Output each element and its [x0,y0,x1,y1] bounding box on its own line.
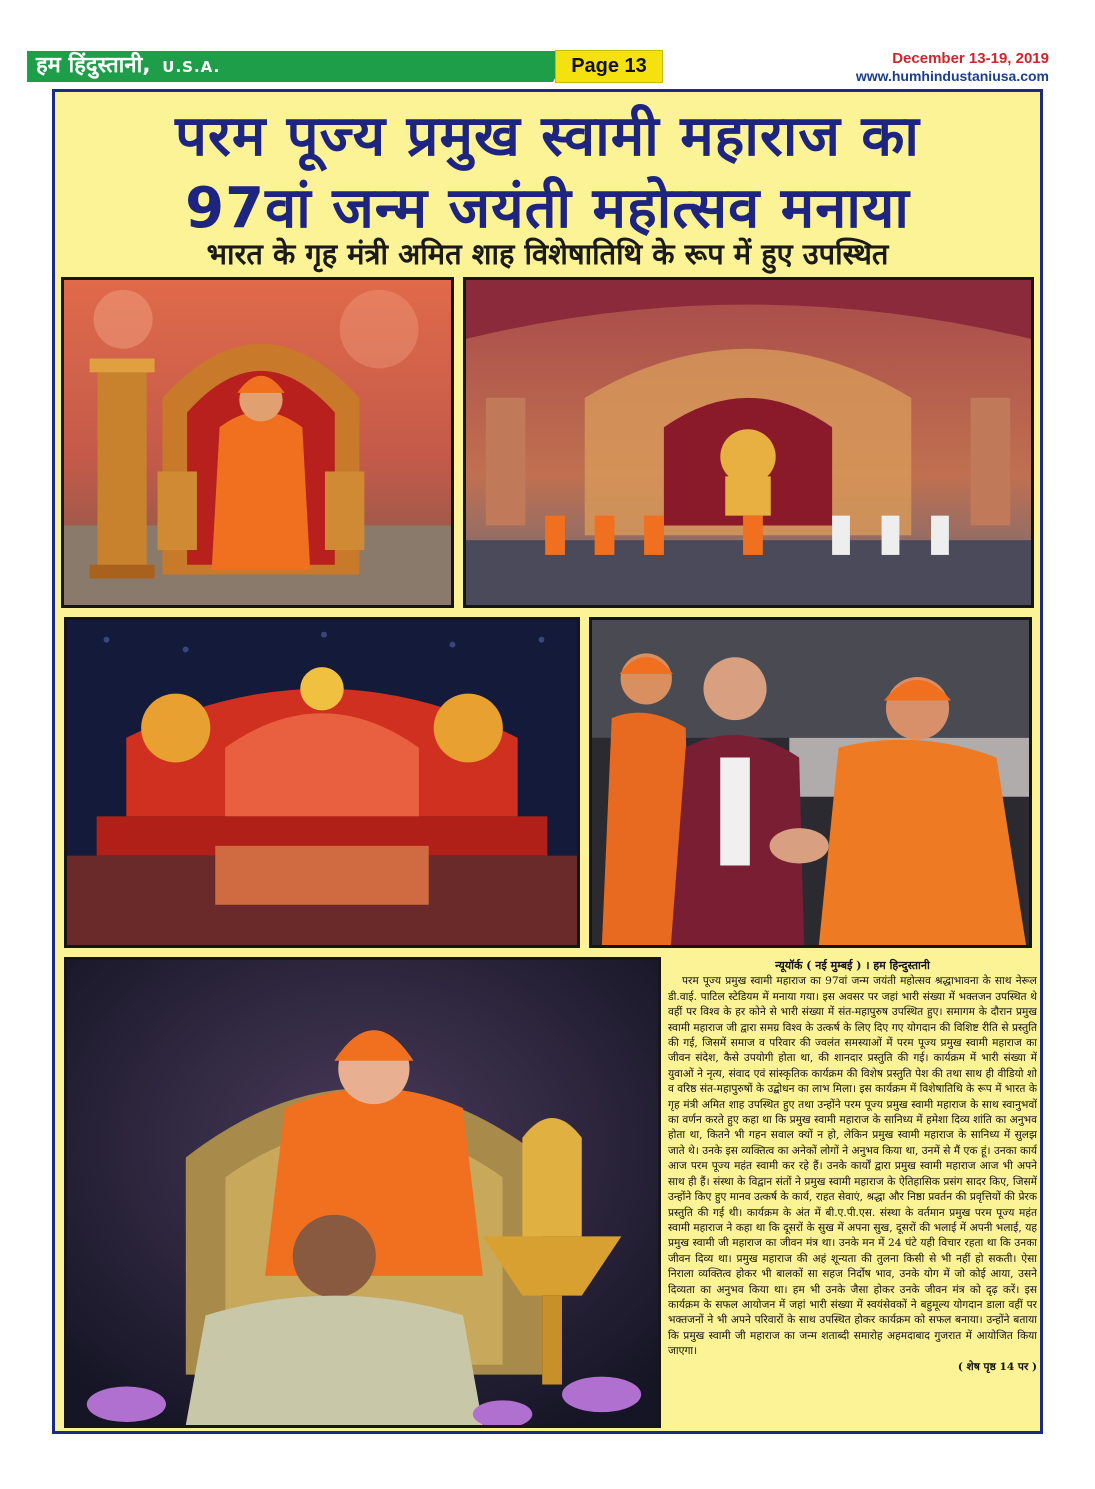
masthead-title: हम हिंदुस्तानी, [36,53,151,78]
website-link[interactable]: www.humhindustaniusa.com [855,68,1049,84]
page-number: Page 13 [555,50,663,83]
article-body [668,974,1037,1375]
masthead-edition: U.S.A. [162,58,221,76]
headline-line-1: परम पूज्य प्रमुख स्वामी महाराज का [175,104,920,169]
news-article [668,958,1037,1428]
masthead [36,52,220,81]
photo-swami-on-throne [61,277,454,608]
photo-swami-folded-hands [64,957,661,1428]
article-dateline: न्यूयॉर्क ( नई मुम्बई ) । हम हिन्दुस्तानी [775,959,930,972]
photo-stadium-performance [64,617,580,948]
photo-stage-saints-dignitaries [463,277,1034,608]
headline-line-2: 97वां जन्म जयंती महोत्सव मनाया [185,176,910,241]
article-body-text: परम पूज्य प्रमुख स्वामी महाराज का 97वां जन्म जयंती महोत्सव श्रद्धाभावना के साथ नेरूल डी.वाई. पाटिल स्टेडियम में मनाया गया। इस अवसर पर जहां भारी संख्या में भक्तजन उपस्थित थे वहीं पर विश्व के हर कोने से भारी संख्या में संत-महापुरुष उपस्थित हुए। समागम के दौरान प्रमुख स्वामी महाराज जी द्वारा समग्र विश्व के उत्कर्ष के लिए दिए गए योगदान की विशिष्ट रीति से प्रस्तुति की गई, जिसमें समाज व परिवार की ज्वलंत समस्याओं में परम पूज्य प्रमुख स्वामी महाराज का जीवन संदेश, कैसे उपयोगी होता था, की शानदार प्रस्तुति की गई। कार्यक्रम में भारी संख्या में युवाओं ने नृत्य, संवाद एवं सांस्कृतिक कार्यक्रम की विशेष प्रस्तुति पेश की तथा साथ ही वीडियो शो व वरिष्ठ संत-महापुरुषों के उद्बोधन का लाभ मिला। इस कार्यक्रम में विशेषातिथि के रूप में भारत के गृह मंत्री अमित शाह उपस्थित हुए तथा उन्होंने परम पूज्य प्रमुख स्वामी महाराज के साथ स्वानुभवों का वर्णन करते हुए कहा था कि प्रमुख स्वामी महाराज के सानिध्य में हमेशा दिव्य शांति का अनुभव होता था, कितने भी गहन सवाल क्यों न हो, लेकिन प्रमुख स्वामी महाराज के सानिध्य में सुलझ जाते थे। उनके इस व्यक्तित्व का अनेकों लोगों ने अनुभव किया था, उनमें से मैं एक हूं। उनका कार्य आज परम पूज्य महंत स्वामी कर रहे हैं। उनके कार्यों द्वारा प्रमुख स्वामी महाराज आज भी अपने साथ ही हैं। संस्था के विद्वान संतों ने प्रमुख स्वामी महाराज के ऐतिहासिक प्रसंग सादर किए, जिसमें उन्होंने किए हुए मानव उत्कर्ष के कार्य, राहत सेवाएं, श्रद्धा और निष्ठा प्रवर्तन की प्रवृत्तियों की प्रेरक प्रस्तुति की गई थी। कार्यक्रम के अंत में बी.ए.पी.एस. संस्था के वर्तमान प्रमुख परम पूज्य महंत स्वामी महाराज ने कहा था कि दूसरों के सुख में अपना सुख, दूसरों की भलाई में अपनी भलाई, यह प्रमुख स्वामी जी महाराज का जीवन मंत्र था। उनके मन में 24 घंटे यही विचार रहता था कि उनका जीवन दिव्य था। प्रमुख महाराज की अहं शून्यता की तुलना किसी से भी नहीं हो सकती। ऐसा निराला व्यक्तित्व होकर भी बालकों सा सहज निर्दोष भाव, उनके योग में जो कोई आया, उसने दिव्यता का अनुभव किया था। हम भी उनके जैसा होकर उनके जीवन मंत्र को दृढ़ करें। इस कार्यक्रम के सफल आयोजन में जहां भारी संख्या में स्वयंसेवकों ने बहुमूल्य योगदान डाला वहीं पर भक्तजनों ने भी अपने परिवारों के साथ उपस्थित होकर कार्यक्रम को सफल बनाया। उन्होंने बताया कि प्रमुख स्वामी जी महाराज का जन्म शताब्दी समारोह अहमदाबाद गुजरात में आयोजित किया जाएगा। [668,975,1037,1358]
continued-note[interactable]: ( शेष पृष्ठ 14 पर ) [957,1360,1037,1373]
issue-date: December 13-19, 2019 [892,50,1049,67]
photo-minister-greeting-swami [589,617,1032,948]
subheadline: भारत के गृह मंत्री अमित शाह विशेषातिथि के रूप में हुए उपस्थित [206,237,889,271]
